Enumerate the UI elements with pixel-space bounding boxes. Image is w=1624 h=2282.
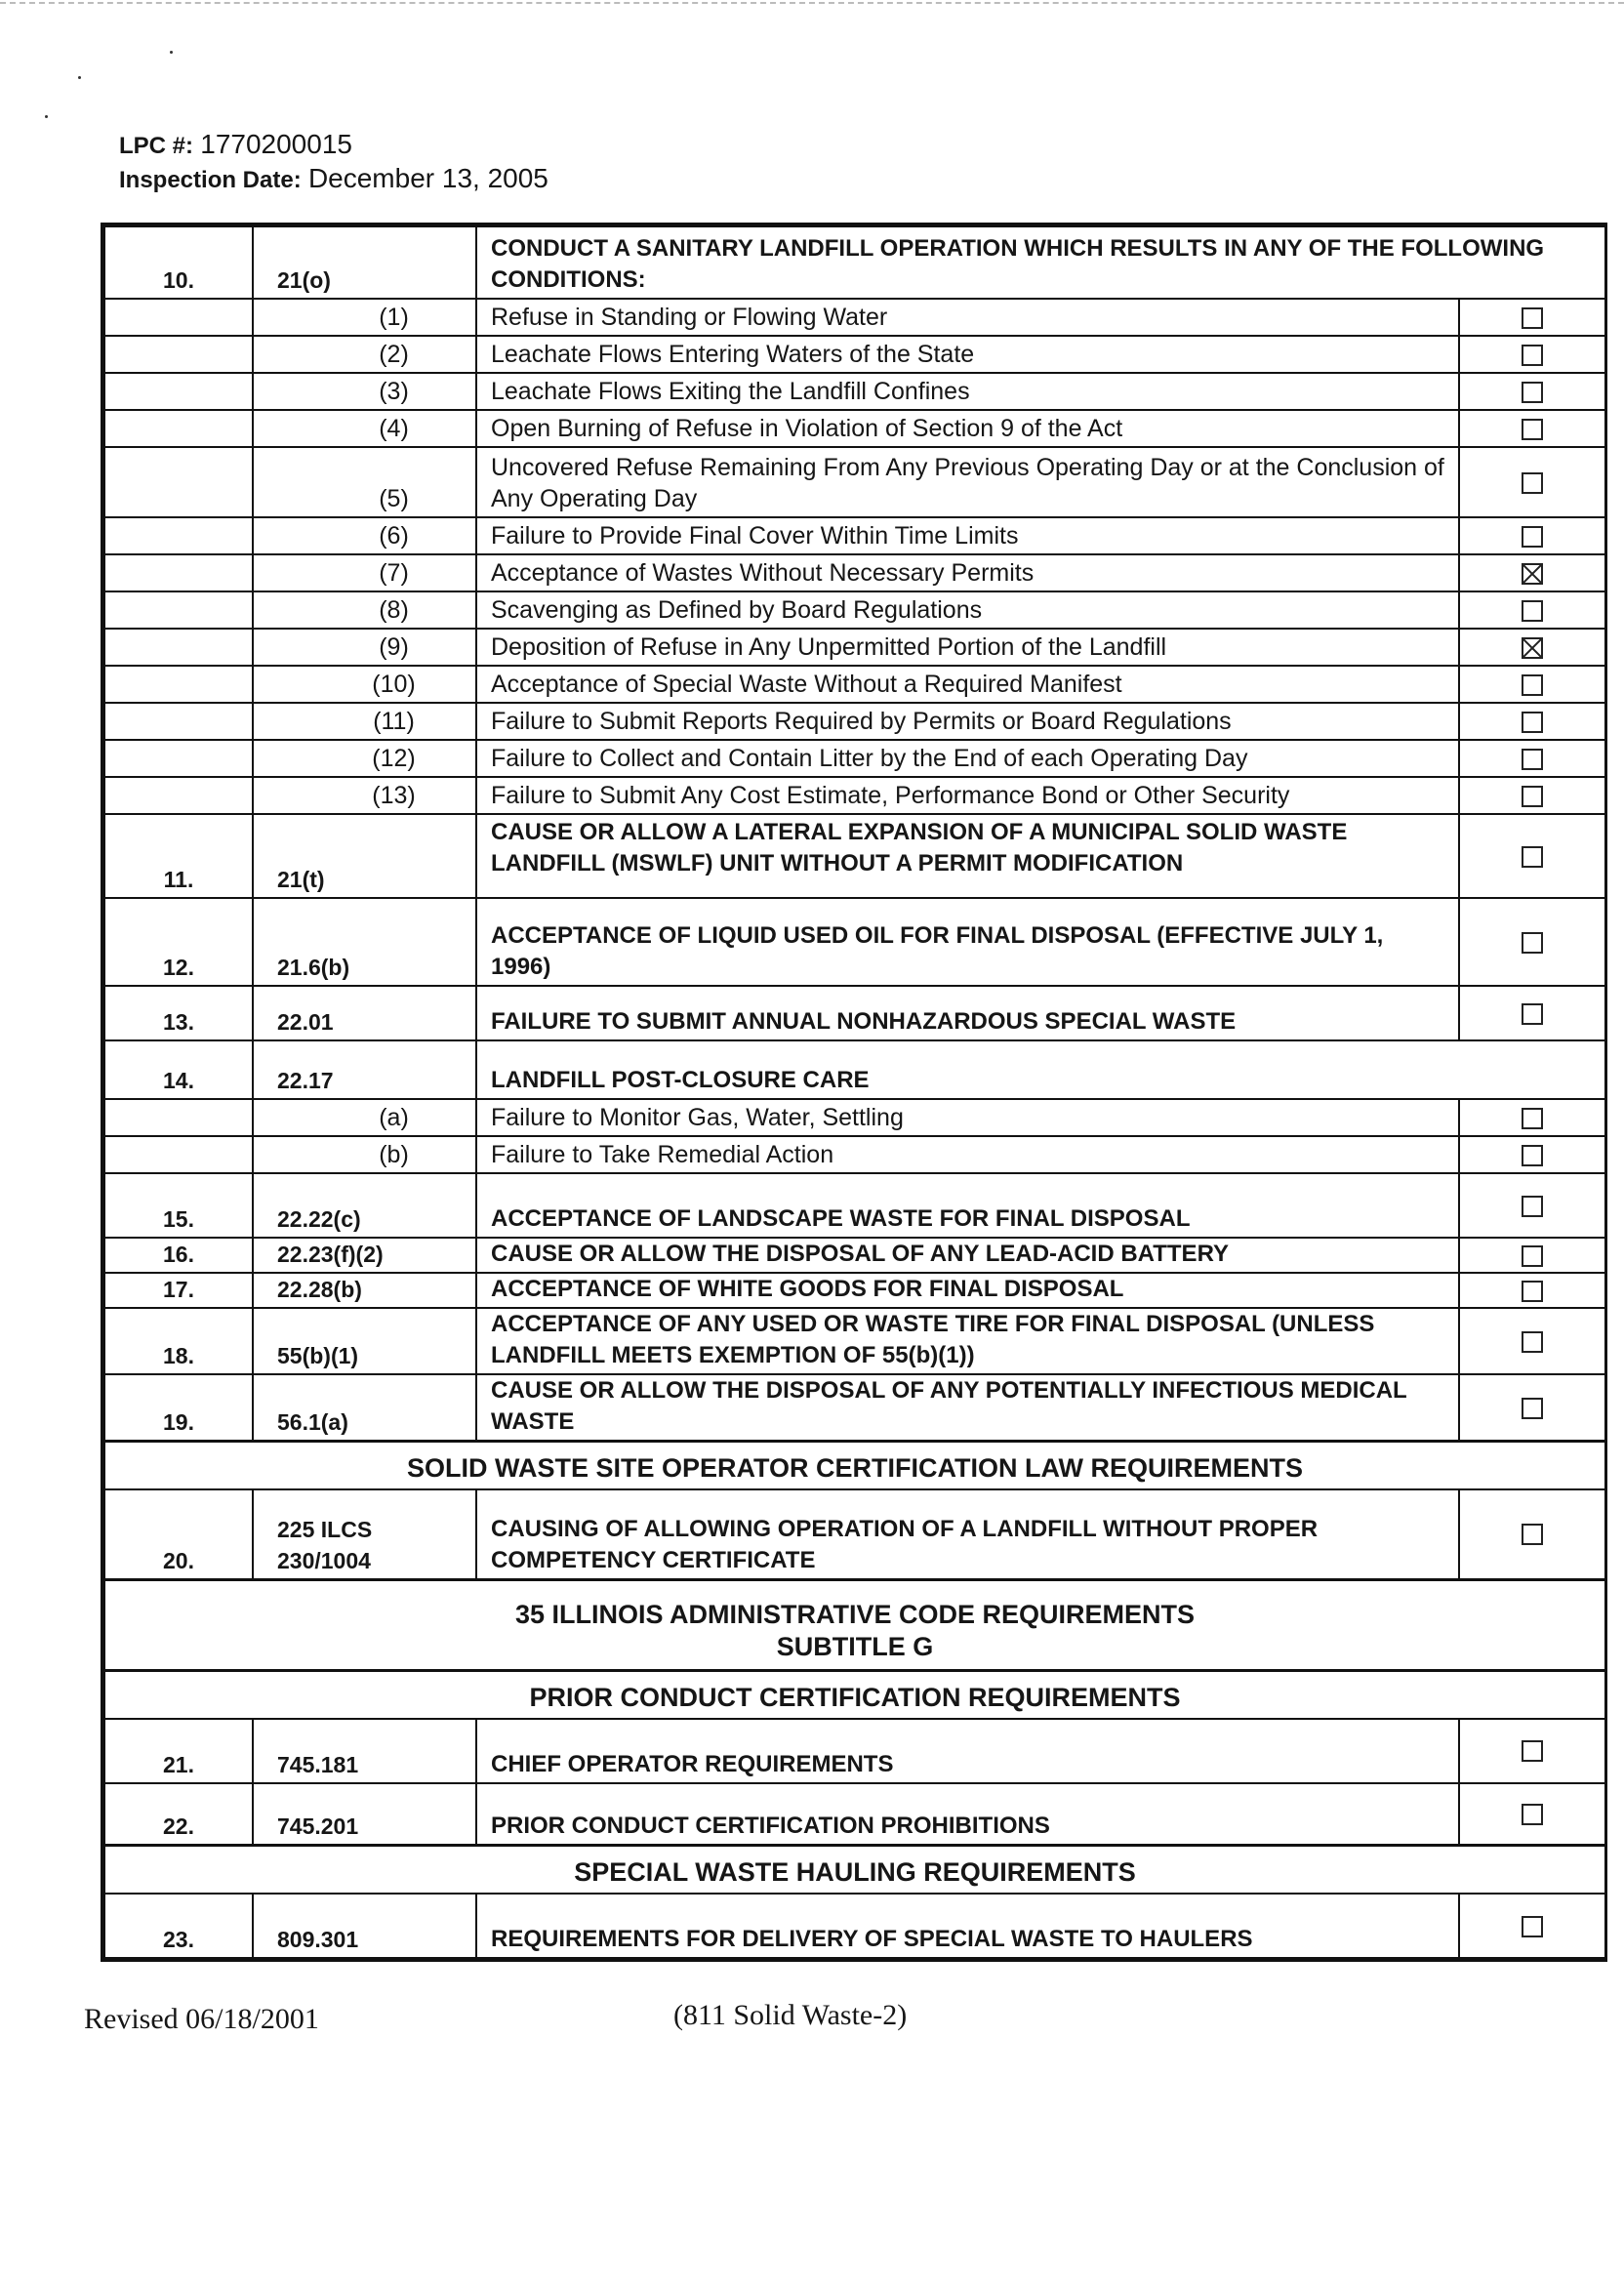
item-description: LANDFILL POST-CLOSURE CARE xyxy=(476,1040,1605,1099)
item-number xyxy=(104,1099,253,1136)
item-citation: 22.28(b) xyxy=(253,1273,476,1308)
section-header-row xyxy=(104,1442,1605,1490)
item-description: ACCEPTANCE OF WHITE GOODS FOR FINAL DISPOSAL xyxy=(476,1273,1459,1308)
item-number: 18. xyxy=(104,1308,253,1374)
sub-item-citation: (b) xyxy=(253,1136,476,1173)
table-row xyxy=(104,1273,1605,1308)
item-number: 20. xyxy=(104,1489,253,1579)
violation-checkbox[interactable] xyxy=(1522,712,1543,733)
violation-checkbox[interactable] xyxy=(1522,674,1543,696)
item-number: 22. xyxy=(104,1783,253,1846)
violation-checkbox[interactable] xyxy=(1522,563,1543,585)
item-checkbox-cell xyxy=(1459,1374,1605,1442)
item-checkbox-cell xyxy=(1459,1308,1605,1374)
table-row xyxy=(104,226,1605,299)
section-header-row xyxy=(104,1670,1605,1719)
violation-checkbox[interactable] xyxy=(1522,307,1543,329)
table-row xyxy=(104,814,1605,898)
table-row xyxy=(104,373,1605,410)
form-identifier: (811 Solid Waste-2) xyxy=(673,1999,908,2031)
item-number: 10. xyxy=(104,226,253,299)
item-checkbox-cell xyxy=(1459,986,1605,1040)
sub-item-description: Failure to Take Remedial Action xyxy=(476,1136,1459,1173)
item-number xyxy=(104,666,253,703)
sub-item-citation: (a) xyxy=(253,1099,476,1136)
item-checkbox-cell xyxy=(1459,814,1605,898)
item-checkbox-cell xyxy=(1459,554,1605,591)
item-citation: 745.201 xyxy=(253,1783,476,1846)
table-row xyxy=(104,1783,1605,1846)
item-checkbox-cell xyxy=(1459,629,1605,666)
sub-item-citation: (6) xyxy=(253,517,476,554)
violation-checkbox[interactable] xyxy=(1522,1398,1543,1419)
item-number xyxy=(104,777,253,814)
item-number: 23. xyxy=(104,1894,253,1958)
item-citation xyxy=(253,1489,476,1579)
item-number xyxy=(104,336,253,373)
item-checkbox-cell xyxy=(1459,410,1605,447)
item-checkbox-cell xyxy=(1459,447,1605,517)
item-number xyxy=(104,299,253,336)
item-number: 11. xyxy=(104,814,253,898)
item-citation: 809.301 xyxy=(253,1894,476,1958)
section-header-row xyxy=(104,1579,1605,1670)
item-description: ACCEPTANCE OF LANDSCAPE WASTE FOR FINAL DISPOSAL xyxy=(476,1173,1459,1238)
table-row xyxy=(104,1040,1605,1099)
item-checkbox-cell xyxy=(1459,1894,1605,1958)
sub-item-citation: (10) xyxy=(253,666,476,703)
item-citation: 22.17 xyxy=(253,1040,476,1099)
scan-top-edge xyxy=(0,2,1624,4)
violation-checkbox[interactable] xyxy=(1522,786,1543,807)
sub-item-citation: (1) xyxy=(253,299,476,336)
inspection-date-value: December 13, 2005 xyxy=(307,163,548,193)
table-row xyxy=(104,299,1605,336)
item-number xyxy=(104,373,253,410)
item-number: 14. xyxy=(104,1040,253,1099)
section-iac-line-1: 35 ILLINOIS ADMINISTRATIVE CODE REQUIREMENTS xyxy=(514,1599,1196,1629)
section-prior-title: PRIOR CONDUCT CERTIFICATION REQUIREMENTS xyxy=(104,1670,1605,1719)
revised-date: Revised 06/18/2001 xyxy=(84,2003,319,2035)
item-number: 21. xyxy=(104,1719,253,1783)
item-checkbox-cell xyxy=(1459,299,1605,336)
sub-item-description: Acceptance of Special Waste Without a Required Manifest xyxy=(476,666,1459,703)
item-description: PRIOR CONDUCT CERTIFICATION PROHIBITIONS xyxy=(476,1783,1459,1846)
sub-item-citation: (9) xyxy=(253,629,476,666)
item-number: 16. xyxy=(104,1238,253,1273)
section-operator-title: SOLID WASTE SITE OPERATOR CERTIFICATION LAW REQUIREMENTS xyxy=(104,1442,1605,1490)
item-checkbox-cell xyxy=(1459,666,1605,703)
sub-item-description: Open Burning of Refuse in Violation of Section 9 of the Act xyxy=(476,410,1459,447)
item-number: 12. xyxy=(104,898,253,986)
item-number: 17. xyxy=(104,1273,253,1308)
item-description: REQUIREMENTS FOR DELIVERY OF SPECIAL WASTE TO HAULERS xyxy=(476,1894,1459,1958)
violation-checkbox[interactable] xyxy=(1522,749,1543,770)
violation-checkbox[interactable] xyxy=(1522,1196,1543,1217)
table-row xyxy=(104,1894,1605,1958)
scan-speck xyxy=(45,115,48,118)
table-row xyxy=(104,447,1605,517)
violation-checkbox[interactable] xyxy=(1522,1804,1543,1825)
section-hauling-title: SPECIAL WASTE HAULING REQUIREMENTS xyxy=(104,1846,1605,1895)
item-citation: 56.1(a) xyxy=(253,1374,476,1442)
item-checkbox-cell xyxy=(1459,1238,1605,1273)
table-row xyxy=(104,666,1605,703)
lpc-line xyxy=(119,128,548,162)
item-checkbox-cell xyxy=(1459,740,1605,777)
item-citation: 55(b)(1) xyxy=(253,1308,476,1374)
item-description: ACCEPTANCE OF LIQUID USED OIL FOR FINAL DISPOSAL (EFFECTIVE JULY 1, 1996) xyxy=(476,898,1459,986)
form-header xyxy=(119,128,548,196)
sub-item-citation: (13) xyxy=(253,777,476,814)
sub-item-description: Deposition of Refuse in Any Unpermitted Portion of the Landfill xyxy=(476,629,1459,666)
item-checkbox-cell xyxy=(1459,373,1605,410)
violation-checkbox[interactable] xyxy=(1522,1524,1543,1545)
item-checkbox-cell xyxy=(1459,1719,1605,1783)
violation-checkbox[interactable] xyxy=(1522,1108,1543,1129)
table-row xyxy=(104,517,1605,554)
table-row xyxy=(104,898,1605,986)
table-row xyxy=(104,703,1605,740)
item-checkbox-cell xyxy=(1459,703,1605,740)
item-description: CAUSE OR ALLOW THE DISPOSAL OF ANY LEAD-ACID BATTERY xyxy=(476,1238,1459,1273)
item-checkbox-cell xyxy=(1459,1173,1605,1238)
violations-table xyxy=(103,225,1606,1959)
item-checkbox-cell xyxy=(1459,517,1605,554)
violation-checkbox[interactable] xyxy=(1522,382,1543,403)
table-row xyxy=(104,1719,1605,1783)
sub-item-description: Failure to Collect and Contain Litter by the End of each Operating Day xyxy=(476,740,1459,777)
sub-item-description: Acceptance of Wastes Without Necessary Permits xyxy=(476,554,1459,591)
inspection-date-label: Inspection Date: xyxy=(119,167,302,193)
item-number: 13. xyxy=(104,986,253,1040)
item-checkbox-cell xyxy=(1459,898,1605,986)
violations-form xyxy=(101,223,1607,1962)
sub-item-description: Failure to Monitor Gas, Water, Settling xyxy=(476,1099,1459,1136)
sub-item-description: Leachate Flows Exiting the Landfill Confines xyxy=(476,373,1459,410)
sub-item-citation: (12) xyxy=(253,740,476,777)
item-number xyxy=(104,517,253,554)
violation-checkbox[interactable] xyxy=(1522,637,1543,659)
violation-checkbox[interactable] xyxy=(1522,1245,1543,1267)
item-description: CAUSE OR ALLOW THE DISPOSAL OF ANY POTENTIALLY INFECTIOUS MEDICAL WASTE xyxy=(476,1374,1459,1442)
table-row xyxy=(104,740,1605,777)
item-citation: 21(o) xyxy=(253,226,476,299)
item-description: CONDUCT A SANITARY LANDFILL OPERATION WHICH RESULTS IN ANY OF THE FOLLOWING CONDITIONS: xyxy=(476,226,1605,299)
item-checkbox-cell xyxy=(1459,1136,1605,1173)
item-number xyxy=(104,703,253,740)
sub-item-citation: (11) xyxy=(253,703,476,740)
violation-checkbox[interactable] xyxy=(1522,419,1543,440)
item-description-text: CAUSE OR ALLOW A LATERAL EXPANSION OF A MUNICIPAL SOLID WASTE LANDFILL (MSWLF) UNIT WITHOUT A PERMIT MODIFICATION xyxy=(491,819,1348,876)
table-row xyxy=(104,1136,1605,1173)
table-row xyxy=(104,554,1605,591)
item-checkbox-cell xyxy=(1459,1099,1605,1136)
item-description: ACCEPTANCE OF ANY USED OR WASTE TIRE FOR FINAL DISPOSAL (UNLESS LANDFILL MEETS EXEMPTION OF 55(b)(1)) xyxy=(476,1308,1459,1374)
item-citation: 745.181 xyxy=(253,1719,476,1783)
item-description: FAILURE TO SUBMIT ANNUAL NONHAZARDOUS SPECIAL WASTE xyxy=(476,986,1459,1040)
section-iac-title xyxy=(104,1579,1605,1670)
violation-checkbox[interactable] xyxy=(1522,1916,1543,1937)
section-iac-line-2: SUBTITLE G xyxy=(776,1631,934,1661)
operator-certification-section xyxy=(104,1442,1605,1959)
violation-checkbox[interactable] xyxy=(1522,1740,1543,1762)
item-number xyxy=(104,740,253,777)
item-number: 15. xyxy=(104,1173,253,1238)
table-row xyxy=(104,1099,1605,1136)
item-description xyxy=(476,814,1459,898)
table-row xyxy=(104,777,1605,814)
item-checkbox-cell xyxy=(1459,1783,1605,1846)
item-number xyxy=(104,629,253,666)
item-description: CAUSING OF ALLOWING OPERATION OF A LANDFILL WITHOUT PROPER COMPETENCY CERTIFICATE xyxy=(476,1489,1459,1579)
sub-item-description: Leachate Flows Entering Waters of the State xyxy=(476,336,1459,373)
sub-item-citation: (5) xyxy=(253,447,476,517)
sub-item-description: Scavenging as Defined by Board Regulations xyxy=(476,591,1459,629)
table-row xyxy=(104,1173,1605,1238)
item-number: 19. xyxy=(104,1374,253,1442)
table-row xyxy=(104,1238,1605,1273)
table-row xyxy=(104,986,1605,1040)
inspection-date-line xyxy=(119,162,548,196)
violation-checkbox[interactable] xyxy=(1522,526,1543,548)
item-citation: 22.01 xyxy=(253,986,476,1040)
item-number xyxy=(104,1136,253,1173)
item-citation: 21(t) xyxy=(253,814,476,898)
sub-item-description: Failure to Submit Reports Required by Permits or Board Regulations xyxy=(476,703,1459,740)
sub-item-citation: (7) xyxy=(253,554,476,591)
item-checkbox-cell xyxy=(1459,1489,1605,1579)
table-row xyxy=(104,591,1605,629)
sub-item-citation: (3) xyxy=(253,373,476,410)
item-citation: 21.6(b) xyxy=(253,898,476,986)
item-number xyxy=(104,554,253,591)
violation-checkbox[interactable] xyxy=(1522,932,1543,954)
violation-checkbox[interactable] xyxy=(1522,846,1543,868)
item-number xyxy=(104,447,253,517)
violation-checkbox[interactable] xyxy=(1522,472,1543,494)
table-row xyxy=(104,1308,1605,1374)
scan-speck xyxy=(78,76,81,79)
table-row xyxy=(104,1489,1605,1579)
lpc-label: LPC #: xyxy=(119,133,194,159)
scan-speck xyxy=(170,51,173,54)
violation-checkbox[interactable] xyxy=(1522,1145,1543,1166)
item-description: CHIEF OPERATOR REQUIREMENTS xyxy=(476,1719,1459,1783)
table-row xyxy=(104,1374,1605,1442)
citation-line-2: 230/1004 xyxy=(277,1547,371,1573)
violation-checkbox[interactable] xyxy=(1522,600,1543,622)
violation-checkbox[interactable] xyxy=(1522,345,1543,366)
item-number xyxy=(104,410,253,447)
section-header-row xyxy=(104,1846,1605,1895)
citation-line-1: 225 ILCS xyxy=(277,1516,373,1542)
sub-item-citation: (8) xyxy=(253,591,476,629)
sub-item-description: Failure to Provide Final Cover Within Time Limits xyxy=(476,517,1459,554)
violation-checkbox[interactable] xyxy=(1522,1003,1543,1025)
item-checkbox-cell xyxy=(1459,777,1605,814)
item-citation: 22.23(f)(2) xyxy=(253,1238,476,1273)
sub-item-description: Failure to Submit Any Cost Estimate, Performance Bond or Other Security xyxy=(476,777,1459,814)
table-row xyxy=(104,629,1605,666)
sub-item-description: Refuse in Standing or Flowing Water xyxy=(476,299,1459,336)
lpc-value: 1770200015 xyxy=(200,129,352,159)
violation-checkbox[interactable] xyxy=(1522,1281,1543,1302)
sub-item-description: Uncovered Refuse Remaining From Any Previous Operating Day or at the Conclusion of Any Operating Day xyxy=(476,447,1459,517)
item-number xyxy=(104,591,253,629)
item-checkbox-cell xyxy=(1459,1273,1605,1308)
violations-rows xyxy=(104,226,1605,1442)
item-citation: 22.22(c) xyxy=(253,1173,476,1238)
table-row xyxy=(104,336,1605,373)
sub-item-citation: (4) xyxy=(253,410,476,447)
sub-item-citation: (2) xyxy=(253,336,476,373)
violation-checkbox[interactable] xyxy=(1522,1331,1543,1353)
table-row xyxy=(104,410,1605,447)
item-checkbox-cell xyxy=(1459,591,1605,629)
item-checkbox-cell xyxy=(1459,336,1605,373)
